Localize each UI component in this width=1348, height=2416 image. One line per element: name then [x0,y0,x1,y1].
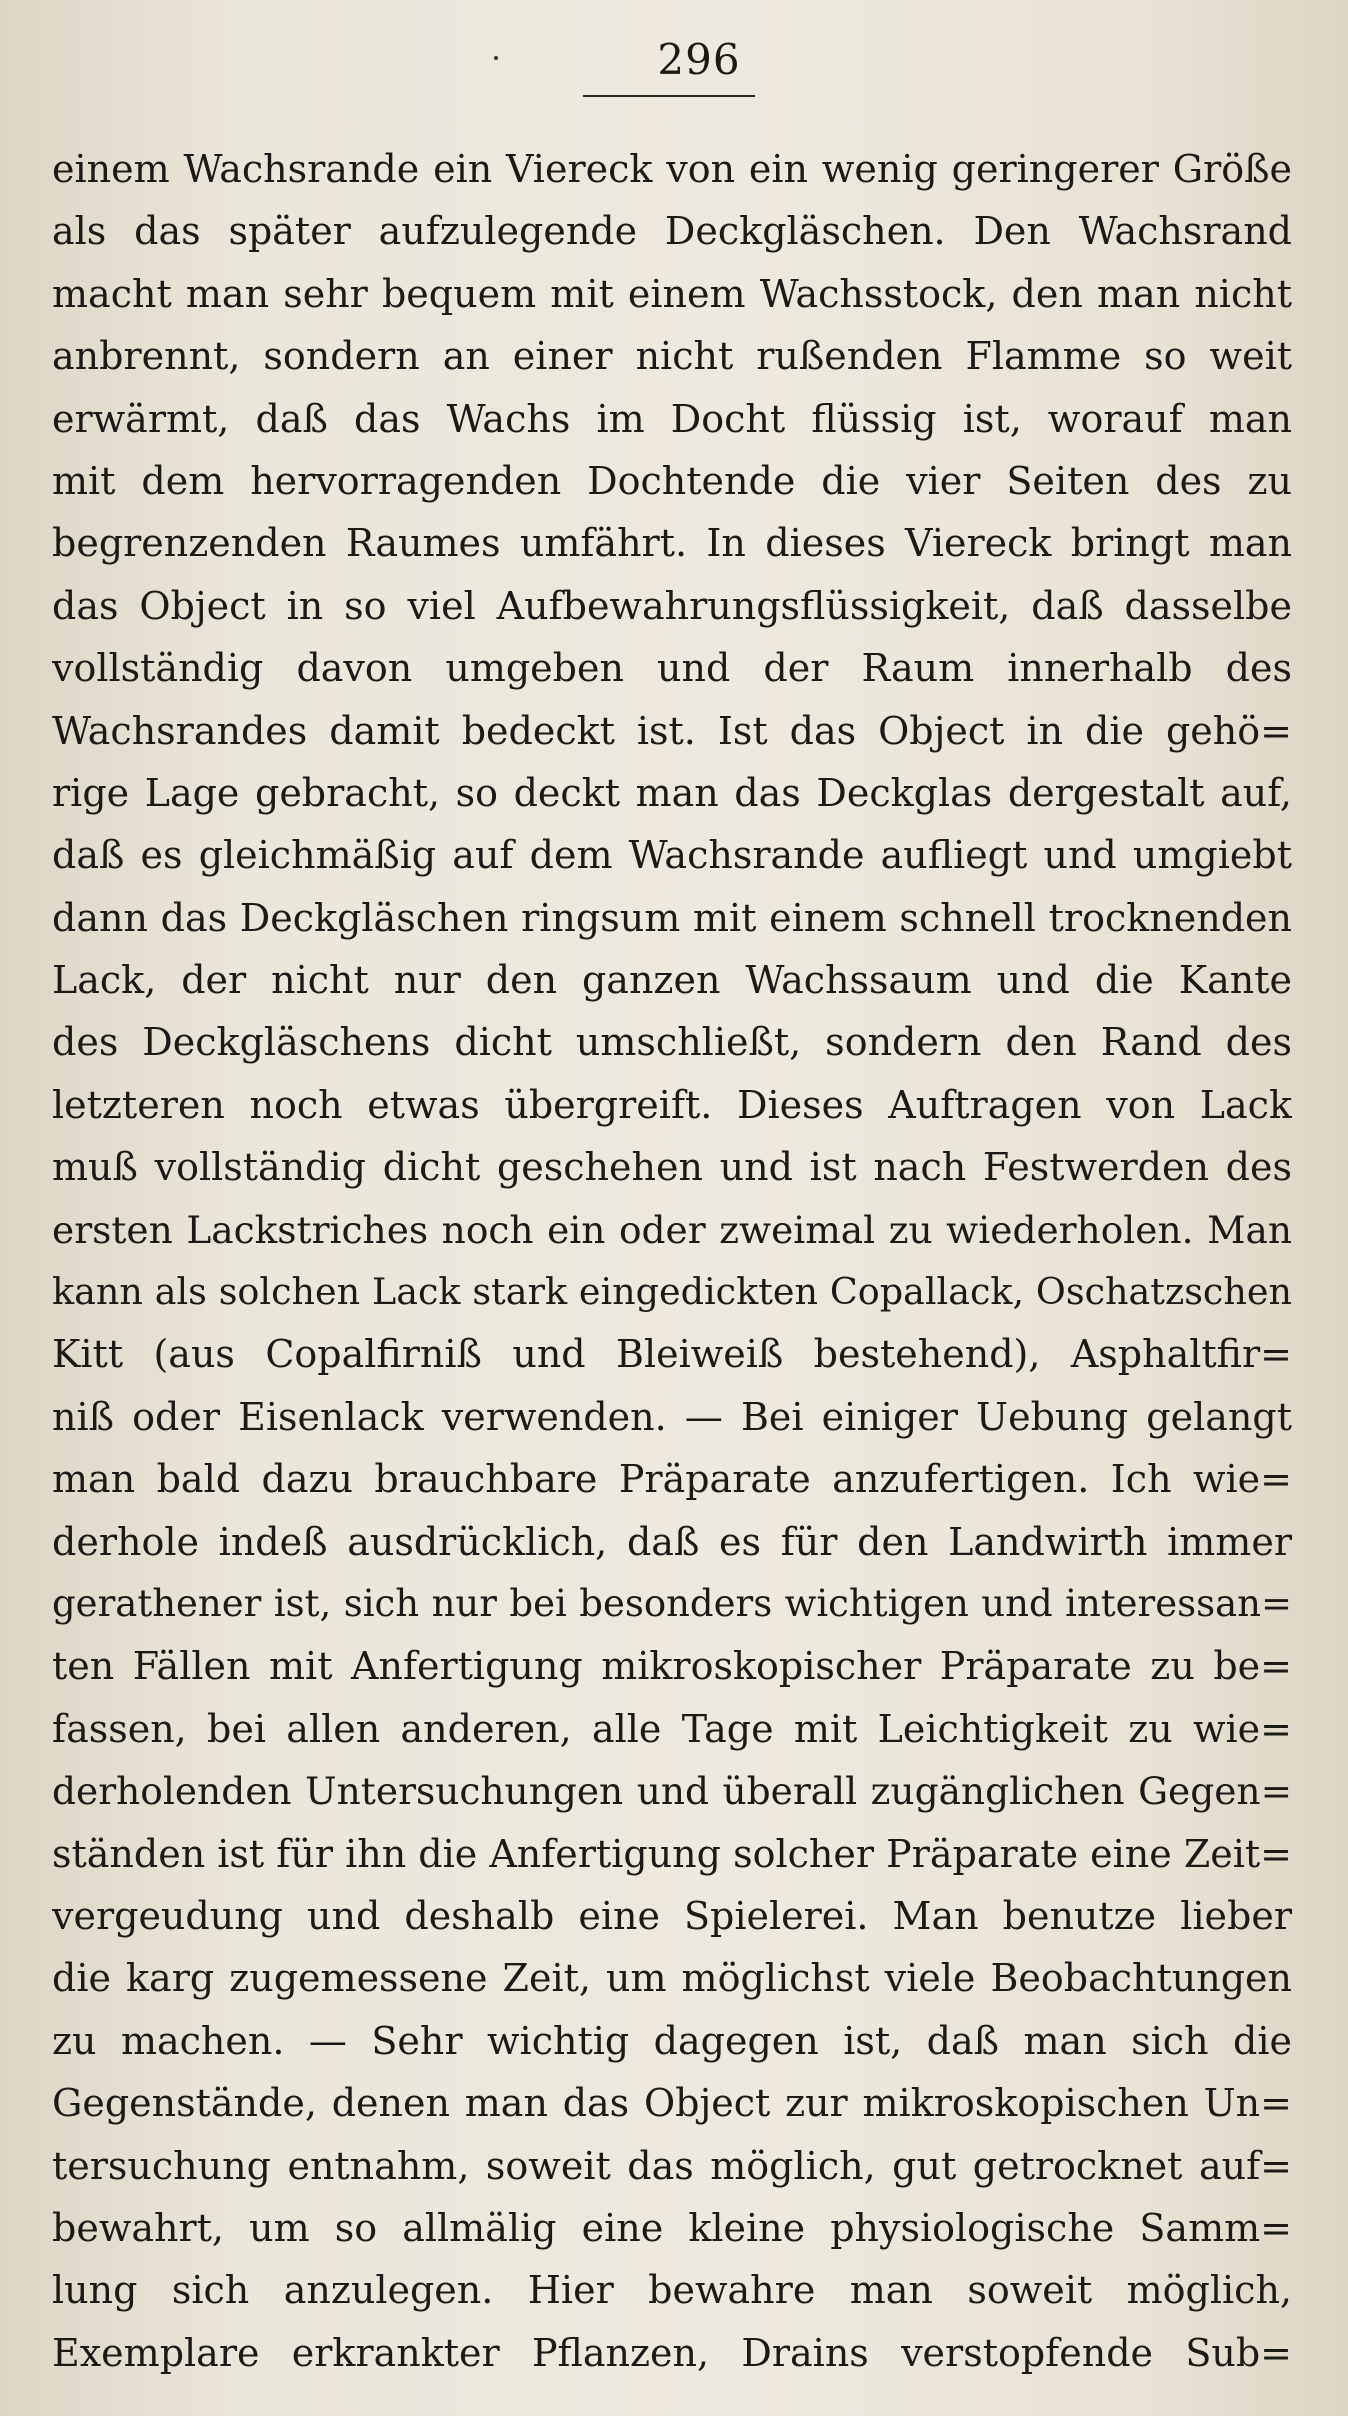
text-line: Exemplare erkrankter Pflanzen, Drains verstopfende Sub= [52,2330,1292,2375]
header-rule [583,95,755,97]
page-number: 296 [657,35,741,84]
text-line: vollständig davon umgeben und der Raum innerhalb des [52,646,1292,691]
text-line: erwärmt, daß das Wachs im Docht flüssig ist, worauf man [52,396,1292,441]
text-line: fassen, bei allen anderen, alle Tage mit Leichtigkeit zu wie= [52,1706,1292,1751]
text-line: als das später aufzulegende Deckgläschen. Den Wachsrand [52,209,1292,254]
text-line: derhole indeß ausdrücklich, daß es für den Landwirth immer [52,1519,1292,1564]
text-line: ständen ist für ihn die Anfertigung solcher Präparate eine Zeit= [52,1831,1292,1876]
text-line: muß vollständig dicht geschehen und ist nach Festwerden des [52,1145,1292,1190]
text-line: anbrennt, sondern an einer nicht rußenden Flamme so weit [52,334,1292,379]
text-line: mit dem hervorragenden Dochtende die vier Seiten des zu [52,458,1292,503]
text-line: macht man sehr bequem mit einem Wachsstock, den man nicht [52,271,1292,316]
text-line: einem Wachsrande ein Viereck von ein wenig geringerer Größe [52,147,1292,191]
text-line: tersuchung entnahm, soweit das möglich, gut getrocknet auf= [52,2143,1292,2188]
text-line: ten Fällen mit Anfertigung mikroskopischer Präparate zu be= [52,1644,1292,1689]
text-line: Kitt (aus Copalfirniß und Bleiweiß bestehend), Asphaltfir= [52,1332,1292,1377]
text-line: daß es gleichmäßig auf dem Wachsrande aufliegt und umgiebt [52,833,1292,878]
text-line: begrenzenden Raumes umfährt. In dieses Viereck bringt man [52,521,1292,566]
text-line: ersten Lackstriches noch ein oder zweimal zu wiederholen. Man [52,1207,1292,1252]
text-line: Wachsrandes damit bedeckt ist. Ist das Object in die gehö= [52,708,1292,753]
text-line: letzteren noch etwas übergreift. Dieses Auftragen von Lack [52,1082,1292,1127]
text-line: man bald dazu brauchbare Präparate anzufertigen. Ich wie= [52,1457,1292,1502]
text-line: derholenden Untersuchungen und überall zugänglichen Gegen= [52,1769,1292,1814]
text-line: des Deckgläschens dicht umschließt, sondern den Rand des [52,1020,1292,1065]
text-line: gerathener ist, sich nur bei besonders wichtigen und interessan= [52,1581,1292,1625]
text-line: kann als solchen Lack stark eingedickten Copallack, Oschatzschen [52,1270,1292,1314]
text-line: niß oder Eisenlack verwenden. — Bei einiger Uebung gelangt [52,1394,1292,1439]
text-line: dann das Deckgläschen ringsum mit einem schnell trocknenden [52,895,1292,940]
text-line: Gegenstände, denen man das Object zur mikroskopischen Un= [52,2081,1292,2126]
text-line: lung sich anzulegen. Hier bewahre man soweit möglich, [52,2268,1292,2313]
text-line: rige Lage gebracht, so deckt man das Deckglas dergestalt auf, [52,770,1292,815]
text-line: bewahrt, um so allmälig eine kleine physiologische Samm= [52,2205,1292,2250]
text-line: das Object in so viel Aufbewahrungsflüssigkeit, daß dasselbe [52,583,1292,628]
text-line: Lack, der nicht nur den ganzen Wachssaum und die Kante [52,958,1292,1003]
text-line: zu machen. — Sehr wichtig dagegen ist, daß man sich die [52,2018,1292,2063]
body-text [52,138,1292,2384]
text-line: die karg zugemessene Zeit, um möglichst viele Beobachtungen [52,1956,1292,2001]
text-line: vergeudung und deshalb eine Spielerei. Man benutze lieber [52,1893,1292,1938]
